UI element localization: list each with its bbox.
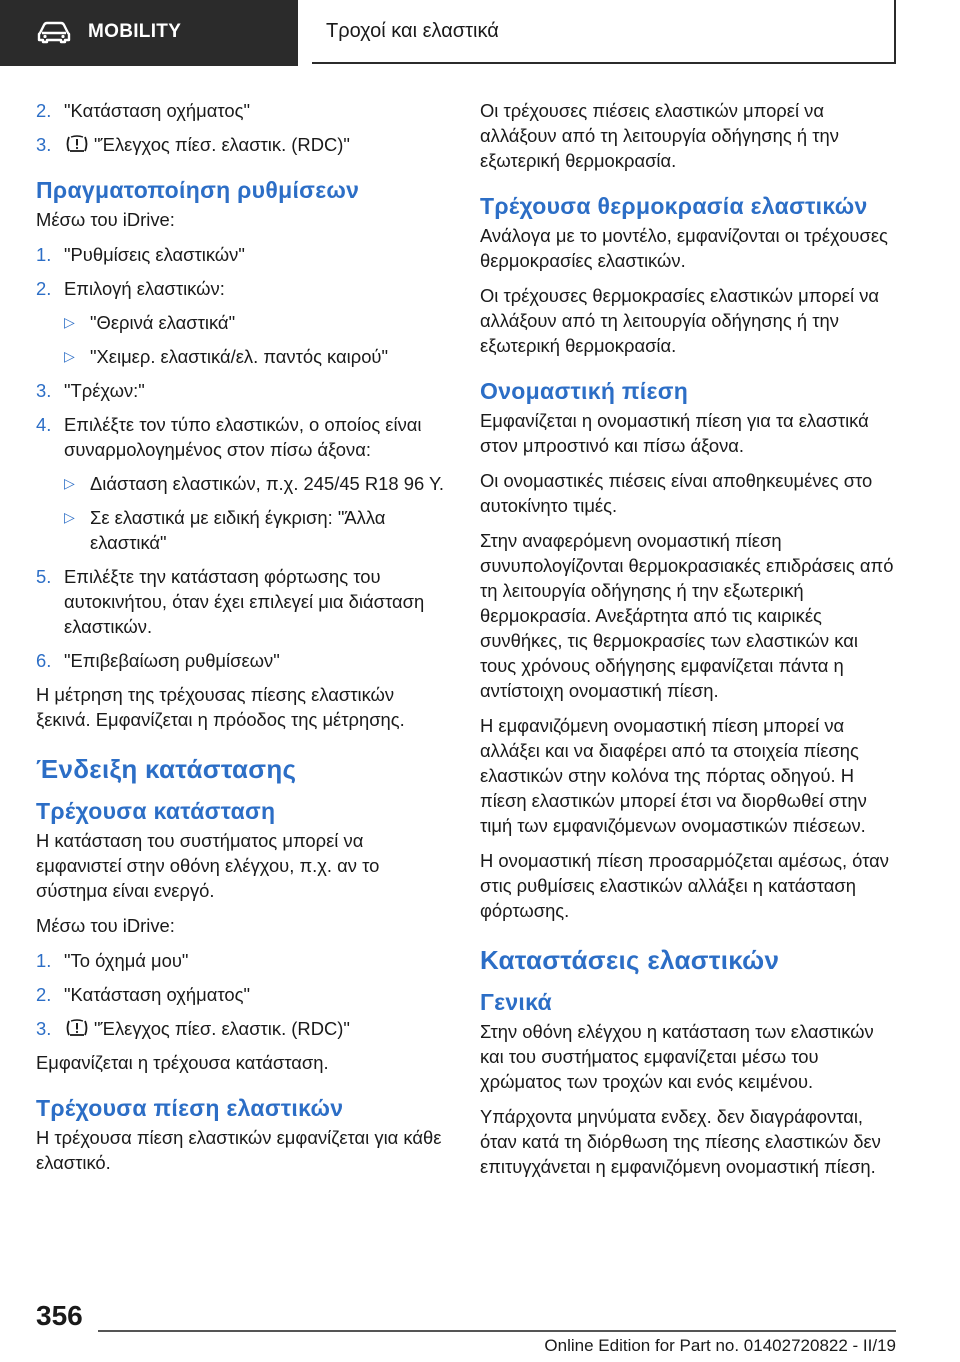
sublist-item: [64, 505, 448, 555]
left-column: [36, 98, 448, 1185]
list-text: "Έλεγχος πίεσ. ελαστικ. (RDC)": [94, 1018, 350, 1039]
page-number: 356: [36, 1300, 83, 1331]
list-text-with-icon: [64, 132, 448, 157]
list-number: 3.: [36, 134, 52, 155]
tire-type-sublist: [64, 310, 448, 369]
list-item: [36, 982, 448, 1007]
list-text: "Κατάσταση οχήματος": [64, 100, 250, 121]
list-text: Επιλέξτε τον τύπο ελαστικών, ο οποίος είναι συναρμολογημένος στον πίσω άξονα:: [64, 414, 422, 460]
list-item: [36, 132, 448, 157]
list-text: "Κατάσταση οχήματος": [64, 984, 250, 1005]
nominal-text-4: Η εμφανιζόμενη ονομαστική πίεση μπορεί να αλλάξει και να διαφέρει από τα στοιχεία πίεσης ελαστικών στην κολόνα της πόρτας οδηγού. Η πίεση ελαστικών μπορεί έτσι να διορθωθεί στην τιμή των εμφανιζόμενων ονομαστικών πιέσεων.: [480, 715, 867, 836]
sublist-text: "Χειμερ. ελαστικά/ελ. παντός καιρού": [90, 346, 389, 367]
list-number: 2.: [36, 984, 52, 1005]
tire-size-sublist: [64, 471, 448, 555]
temperature-text: Ανάλογα με το μοντέλο, εμφανίζονται οι τρέχουσες θερμοκρασίες ελαστικών.: [480, 225, 888, 271]
heading-tire-states: Καταστάσεις ελαστικών: [480, 945, 780, 975]
status-steps-list: [36, 948, 448, 1041]
list-item: [36, 948, 448, 973]
pressure-text: Η τρέχουσα πίεση ελαστικών εμφανίζεται για κάθε ελαστικό.: [36, 1127, 442, 1173]
nominal-text-5: Η ονομαστική πίεση προσαρμόζεται αμέσως, όταν στις ρυθμίσεις ελαστικών αλλάξει η κατάσταση φόρτωσης.: [480, 850, 889, 921]
nominal-text-2: Οι ονομαστικές πιέσεις είναι αποθηκευμένες στο αυτοκίνητο τιμές.: [480, 470, 873, 516]
footer-divider: [98, 1330, 896, 1332]
tire-pressure-warning-icon: [64, 134, 90, 154]
section-tab: [0, 0, 298, 64]
via-idrive-text: Μέσω του iDrive:: [36, 209, 175, 230]
page-header: [0, 0, 960, 66]
nominal-text-1: Εμφανίζεται η ονομαστική πίεση για τα ελαστικά στον μπροστινό και πίσω άξονα.: [480, 410, 869, 456]
car-icon: [36, 20, 72, 44]
section-label: MOBILITY: [88, 21, 182, 42]
list-number: 1.: [36, 244, 52, 265]
sublist-text: Διάσταση ελαστικών, π.χ. 245/45 R18 96 Y.: [90, 473, 444, 494]
page-footer: [0, 1290, 960, 1362]
list-item: [36, 648, 448, 673]
list-text: Επιλέξτε την κατάσταση φόρτωσης του αυτοκινήτου, όταν έχει επιλεγεί μια διάσταση ελαστικών.: [64, 566, 425, 637]
measurement-text: Η μέτρηση της τρέχουσας πίεσης ελαστικών ξεκινά. Εμφανίζεται η πρόοδος της μέτρησης.: [36, 684, 405, 730]
list-number: 5.: [36, 566, 52, 587]
sublist-text: "Θερινά ελαστικά": [90, 312, 236, 333]
pressure-change-text: Οι τρέχουσες πιέσεις ελαστικών μπορεί να αλλάξουν από τη λειτουργία οδήγησης ή την εξωτερική θερμοκρασία.: [480, 100, 839, 171]
sublist-item: [64, 344, 448, 369]
list-item: [36, 98, 448, 123]
temperature-change-text: Οι τρέχουσες θερμοκρασίες ελαστικών μπορεί να αλλάξουν από τη λειτουργία οδήγησης ή την εξωτερική θερμοκρασία.: [480, 285, 880, 356]
heading-settings: Πραγματοποίηση ρυθμίσεων: [36, 177, 360, 203]
sublist-text: Σε ελαστικά με ειδική έγκριση: "Άλλα ελαστικά": [90, 507, 386, 553]
list-text: "Έλεγχος πίεσ. ελαστικ. (RDC)": [94, 134, 350, 155]
chapter-title: Τροχοί και ελαστικά: [326, 19, 499, 42]
settings-steps-list-end: [36, 564, 448, 673]
list-item: [36, 1016, 448, 1041]
general-text-2: Υπάρχοντα μηνύματα ενδεχ. δεν διαγράφονται, όταν κατά τη διόρθωση της πίεσης ελαστικών δεν επιτυγχάνεται η εμφανιζόμενη ονομαστική πίεση.: [480, 1106, 881, 1177]
heading-nominal-pressure: Ονομαστική πίεση: [480, 378, 689, 404]
list-item: [36, 564, 448, 639]
edition-text: Online Edition for Part no. 01402720822 - II/19: [544, 1336, 896, 1355]
right-column: [480, 98, 896, 1189]
heading-current-status: Τρέχουσα κατάσταση: [36, 798, 276, 824]
list-text: "Το όχημά μου": [64, 950, 189, 971]
settings-steps-list-cont: [36, 378, 448, 462]
list-item: [36, 276, 448, 301]
list-number: 6.: [36, 650, 52, 671]
list-number: 2.: [36, 100, 52, 121]
general-text-1: Στην οθόνη ελέγχου η κατάσταση των ελαστικών και του συστήματος εμφανίζεται μέσω του χρώματος των τροχών και ενός κειμένου.: [480, 1021, 874, 1092]
heading-general: Γενικά: [480, 989, 552, 1015]
heading-current-temperature: Τρέχουσα θερμοκρασία ελαστικών: [480, 193, 868, 219]
header-divider: [0, 64, 298, 66]
sublist-item: [64, 471, 448, 496]
list-number: 1.: [36, 950, 52, 971]
sublist-item: [64, 310, 448, 335]
via-idrive-text: Μέσω του iDrive:: [36, 915, 175, 936]
triangle-bullet-icon: ▷: [64, 314, 75, 330]
list-number: 2.: [36, 278, 52, 299]
list-number: 3.: [36, 1018, 52, 1039]
heading-current-pressure: Τρέχουσα πίεση ελαστικών: [36, 1095, 344, 1121]
list-item: [36, 378, 448, 403]
triangle-bullet-icon: ▷: [64, 509, 75, 525]
list-item: [36, 242, 448, 267]
tire-pressure-warning-icon: [64, 1018, 90, 1038]
status-text: Η κατάσταση του συστήματος μπορεί να εμφανιστεί στην οθόνη ελέγχου, π.χ. αν το σύστημα είναι ενεργό.: [36, 830, 380, 901]
nominal-text-3: Στην αναφερόμενη ονομαστική πίεση συνυπολογίζονται θερμοκρασιακές επιδράσεις από τη λειτουργία οδήγησης ή την εξωτερική θερμοκρασία. Ανεξάρτητα από τις καιρικές συνθήκες, τις θερμοκρασίες των ελαστικών και τους χρόνους οδήγησης εμφανίζεται πάντα η αντίστοιχη ονομαστική πίεση.: [480, 530, 894, 701]
list-number: 4.: [36, 414, 52, 435]
list-item: [36, 412, 448, 462]
chapter-tab: [312, 0, 896, 64]
heading-status-display: Ένδειξη κατάστασης: [36, 754, 297, 784]
list-text: "Επιβεβαίωση ρυθμίσεων": [64, 650, 280, 671]
list-text: Επιλογή ελαστικών:: [64, 278, 225, 299]
list-text-with-icon: [64, 1016, 448, 1041]
triangle-bullet-icon: ▷: [64, 475, 75, 491]
status-shown-text: Εμφανίζεται η τρέχουσα κατάσταση.: [36, 1052, 329, 1073]
list-text: "Ρυθμίσεις ελαστικών": [64, 244, 245, 265]
rdc-steps-list: [36, 98, 448, 157]
triangle-bullet-icon: ▷: [64, 348, 75, 364]
list-number: 3.: [36, 380, 52, 401]
list-text: "Τρέχων:": [64, 380, 145, 401]
settings-steps-list: [36, 242, 448, 301]
